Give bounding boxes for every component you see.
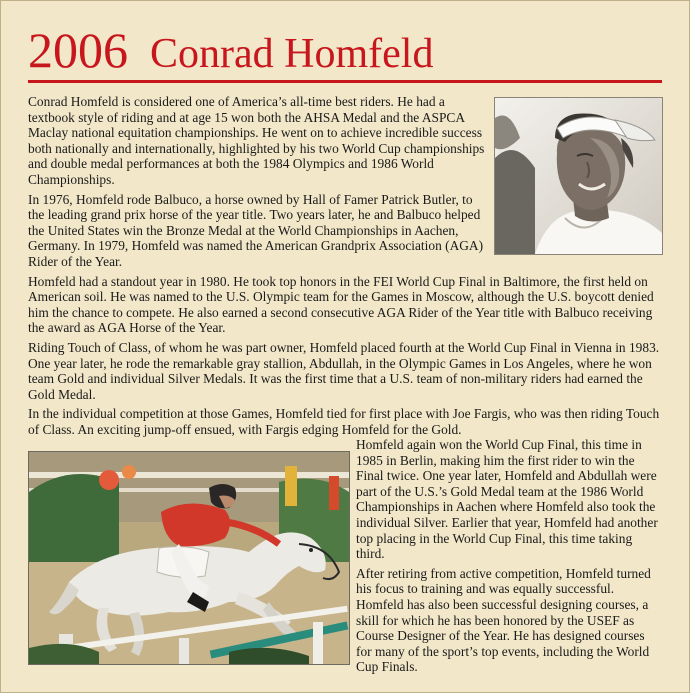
bio-paragraph-1: Conrad Homfeld is considered one of America’s all-time best riders. He had a textbook style of riding and at age 15 won both the AHSA Medal and the ASPCA Maclay national equitation championships. He went on to achieve incredible success both nationally and internationally, highlighted by his two World Cup championships and double medal performances at both the 1984 Olympics and 1986 World Championships. xyxy=(28,94,485,187)
biography-bottom xyxy=(356,437,662,679)
portrait-spacer xyxy=(488,94,664,256)
show-jumping-photo xyxy=(28,451,350,665)
bio-paragraph-2: In 1976, Homfeld rode Balbuco, a horse owned by Hall of Famer Patrick Butler, to the leading grand prix horse of the year title. Two years later, he and Balbuco helped the United States win the Bronze Medal at the World Championships in Aachen, Germany. In 1979, Homfeld was named the American Grandprix Association (AGA) Rider of the Year. xyxy=(28,191,484,269)
bio-paragraph-4: Riding Touch of Class, of whom he was part owner, Homfeld placed fourth at the World Cup Final in Vienna in 1983. One year later, he rode the remarkable gray stallion, Abdullah, in the Olympic Games in Los Angeles, where he won team Gold and individual Silver Medals. It was the first time that a U.S. team of non-military riders had earned the Gold Medal. xyxy=(28,339,660,402)
biography-top xyxy=(28,94,664,441)
bio-paragraph-6: Homfeld again won the World Cup Final, this time in 1985 in Berlin, making him the first rider to win the Final twice. One year later, Homfeld and Abdullah were part of the U.S.’s Gold Medal team at the 1986 World Championships in Aachen where Homfeld also took the individual Silver. Earlier that year, Homfeld had another top placing in the World Cup Final, this time taking third. xyxy=(356,437,658,562)
bio-paragraph-5: In the individual competition at those Games, Homfeld tied for first place with Joe Fargis, who was then riding Touch of Class. An exciting jump-off ensued, with Fargis edging Homfeld for the Gold. xyxy=(28,406,660,437)
title-underline xyxy=(28,80,662,83)
bio-paragraph-3: Homfeld had a standout year in 1980. He took top honors in the FEI World Cup Final in Baltimore, the first held on American soil. He was named to the U.S. Olympic team for the Games in Moscow, although the U.S. boycott denied him the chance to compete. He also earned a second consecutive AGA Rider of the Year title with Balbuco receiving the award as AGA Horse of the Year. xyxy=(28,273,654,336)
induction-year: 2006 xyxy=(28,22,128,78)
honoree-name: Conrad Homfeld xyxy=(150,31,434,77)
bio-paragraph-7: After retiring from active competition, Homfeld turned his focus to training and was equally successful. Homfeld has also been successful designing courses, a skill for which he has been honored by the USEF as Course Designer of the Year. He has designed courses for many of the sport’s top events, including the World Cup Finals. xyxy=(356,565,651,675)
horse-illustration xyxy=(29,452,349,664)
page-title xyxy=(28,22,433,78)
